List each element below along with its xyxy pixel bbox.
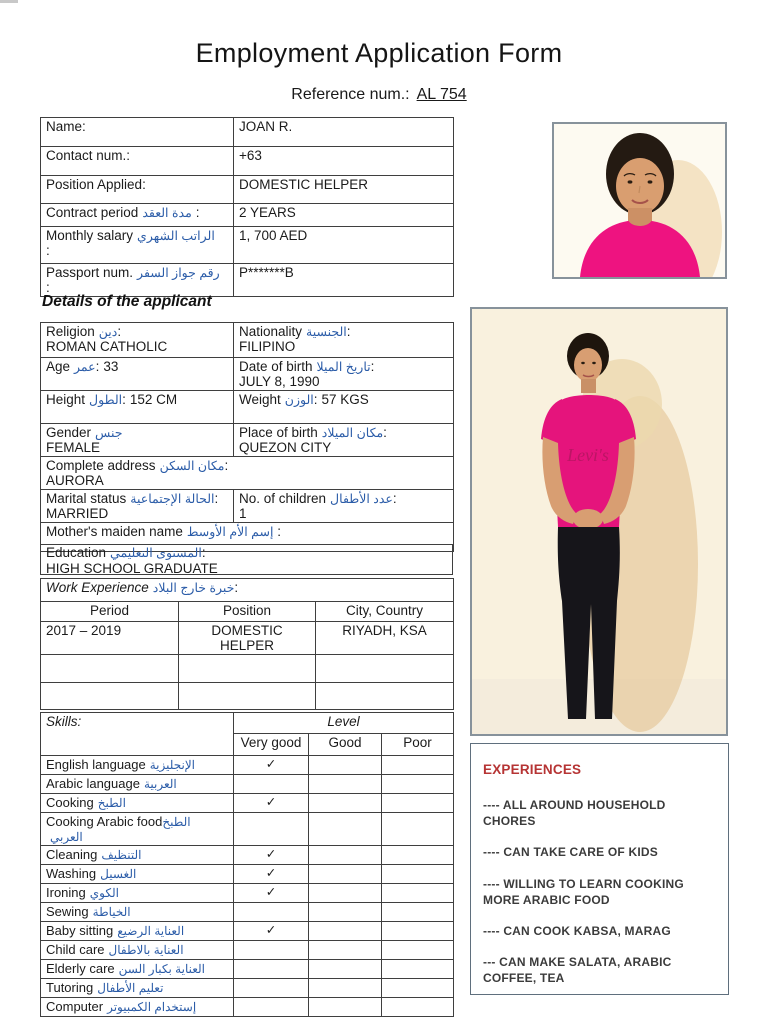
- skills-title-cell: Skills:: [41, 713, 234, 756]
- skill-label: Arabic language: [46, 776, 140, 791]
- table-row: [41, 424, 454, 457]
- good-checkbox: [309, 903, 382, 922]
- mother-maiden-name-label-arabic: إسم الأم الأوسط: [186, 525, 274, 539]
- dob-cell: [234, 358, 454, 391]
- religion-cell: [41, 323, 234, 358]
- good-checkbox: [309, 865, 382, 884]
- nationality-label: Nationality: [239, 324, 303, 339]
- work-experience-title-arabic: خبرة خارج البلاد: [152, 581, 235, 595]
- address-label: Complete address: [46, 458, 156, 473]
- work-experience-table: [40, 578, 454, 710]
- shirt-logo-text: Levi's: [567, 445, 609, 465]
- religion-label: Religion: [46, 324, 95, 339]
- weight-colon: :: [313, 392, 318, 407]
- name-label-cell: [41, 118, 234, 147]
- work-city-value: [316, 655, 454, 683]
- poor-checkbox: [382, 813, 454, 846]
- pob-value: QUEZON CITY: [239, 440, 332, 455]
- name-value-cell: [234, 118, 454, 147]
- marital-colon: :: [214, 491, 219, 506]
- skill-row-washing: [41, 865, 454, 884]
- skill-label: Elderly care: [46, 961, 115, 976]
- position-label-cell: [41, 176, 234, 204]
- skill-row-computer: [41, 998, 454, 1017]
- table-row: [41, 683, 454, 710]
- religion-colon: :: [117, 324, 122, 339]
- skill-label: Cleaning: [46, 847, 98, 862]
- contact-label: Contact num.:: [46, 148, 131, 163]
- table-row: [41, 204, 454, 227]
- position-label: Position Applied:: [46, 177, 146, 192]
- very-good-checkbox: [234, 979, 309, 998]
- headshot-illustration: [554, 124, 725, 277]
- work-experience-title-cell: [41, 579, 454, 602]
- skill-label-cell: [41, 756, 234, 775]
- reference-label: Reference num.:: [291, 86, 410, 103]
- skill-label-arabic: تعليم الأطفال: [97, 981, 164, 995]
- passport-label-cell: [41, 264, 234, 297]
- very-good-checkbox: [234, 960, 309, 979]
- column-header-period: Period: [41, 602, 179, 622]
- poor-checkbox: [382, 979, 454, 998]
- good-checkbox: [309, 979, 382, 998]
- skill-label-cell: [41, 846, 234, 865]
- skill-label: Ironing: [46, 885, 86, 900]
- skill-row-ironing: [41, 884, 454, 903]
- height-label-arabic: الطول: [89, 393, 123, 407]
- good-checkbox: [309, 884, 382, 903]
- skill-label: Cooking: [46, 795, 94, 810]
- position-value: DOMESTIC HELPER: [239, 177, 369, 192]
- reference-line: [0, 86, 758, 104]
- table-row: [41, 602, 454, 622]
- salary-value-cell: [234, 227, 454, 264]
- poor-checkbox: [382, 865, 454, 884]
- work-experience-title-colon: :: [234, 580, 239, 595]
- passport-value-cell: [234, 264, 454, 297]
- salary-label: Monthly salary: [46, 228, 134, 243]
- column-header-poor: Poor: [382, 734, 454, 756]
- very-good-checkbox: ✓: [234, 865, 309, 884]
- skill-label: Tutoring: [46, 980, 94, 995]
- skill-row-baby-sitting: [41, 922, 454, 941]
- applicant-details-table: [40, 322, 454, 552]
- work-position-value: [179, 683, 316, 710]
- table-row: [41, 118, 454, 147]
- column-header-good: Good: [309, 734, 382, 756]
- very-good-checkbox: [234, 998, 309, 1017]
- skill-label-cell: [41, 865, 234, 884]
- skill-row-tutoring: [41, 979, 454, 998]
- weight-label: Weight: [239, 392, 281, 407]
- skill-label-arabic: الإنجليزية: [149, 758, 196, 772]
- children-label-arabic: عدد الأطفال: [330, 492, 393, 506]
- name-label: Name:: [46, 119, 86, 134]
- column-header-position: Position: [179, 602, 316, 622]
- skill-label: Baby sitting: [46, 923, 114, 938]
- table-row: [41, 579, 454, 602]
- very-good-checkbox: ✓: [234, 884, 309, 903]
- skill-row-sewing: [41, 903, 454, 922]
- skill-label-cell: [41, 979, 234, 998]
- skill-label-arabic: التنظيف: [101, 848, 142, 862]
- skill-label-arabic: العربية: [143, 777, 177, 791]
- work-city-value: RIYADH, KSA: [316, 622, 454, 655]
- pob-cell: [234, 424, 454, 457]
- work-position-value: DOMESTIC HELPER: [179, 622, 316, 655]
- age-label-arabic: عمر: [74, 360, 96, 374]
- religion-label-arabic: دين: [98, 325, 118, 339]
- table-row: [41, 323, 454, 358]
- table-row: [41, 227, 454, 264]
- table-row: [41, 490, 454, 523]
- name-value: JOAN R.: [239, 119, 293, 134]
- nationality-value: FILIPINO: [239, 339, 296, 354]
- passport-label: Passport num.: [46, 265, 134, 280]
- height-label: Height: [46, 392, 86, 407]
- nationality-cell: [234, 323, 454, 358]
- pob-colon: :: [383, 425, 387, 440]
- dob-value: JULY 8, 1990: [239, 374, 320, 389]
- experiences-section: [470, 743, 729, 995]
- position-value-cell: [234, 176, 454, 204]
- education-value: HIGH SCHOOL GRADUATE: [46, 561, 218, 576]
- children-colon: :: [392, 491, 397, 506]
- marital-label-arabic: الحالة الإجتماعية: [130, 492, 215, 506]
- skill-label-cell: [41, 960, 234, 979]
- address-cell: [41, 457, 454, 490]
- applicant-summary-table: [40, 117, 454, 297]
- skill-label-cell: [41, 941, 234, 960]
- passport-label-colon: :: [46, 280, 50, 295]
- education-label-arabic: المستوى التعليمي: [110, 546, 202, 560]
- skill-row-elderly-care: [41, 960, 454, 979]
- good-checkbox: [309, 794, 382, 813]
- contract-value-cell: [234, 204, 454, 227]
- poor-checkbox: [382, 846, 454, 865]
- scan-artifact: [0, 0, 18, 3]
- marital-value: MARRIED: [46, 506, 109, 521]
- table-row: [41, 655, 454, 683]
- weight-label-arabic: الوزن: [284, 393, 314, 407]
- contact-value: +63: [239, 148, 262, 163]
- height-value: 152 CM: [129, 392, 178, 407]
- skill-label-cell: [41, 775, 234, 794]
- gender-cell: [41, 424, 234, 457]
- marital-cell: [41, 490, 234, 523]
- passport-label-arabic: رقم جواز السفر: [137, 266, 220, 280]
- skill-label-arabic: الكوي: [89, 886, 119, 900]
- good-checkbox: [309, 846, 382, 865]
- level-header-cell: Level: [234, 713, 454, 734]
- experience-item: ---- CAN TAKE CARE OF KIDS: [483, 845, 658, 860]
- children-cell: [234, 490, 454, 523]
- table-row: [41, 622, 454, 655]
- skill-label-arabic: إستخدام الكمبيوتر: [107, 1000, 197, 1014]
- experience-item: ---- WILLING TO LEARN COOKING MORE ARABIC FOOD: [483, 876, 684, 907]
- very-good-checkbox: ✓: [234, 922, 309, 941]
- work-period-value: 2017 – 2019: [41, 622, 179, 655]
- poor-checkbox: [382, 884, 454, 903]
- salary-label-cell: [41, 227, 234, 264]
- address-colon: :: [224, 458, 229, 473]
- details-section-heading: Details of the applicant: [42, 293, 212, 310]
- age-label: Age: [46, 359, 71, 374]
- pob-label: Place of birth: [239, 425, 318, 440]
- good-checkbox: [309, 775, 382, 794]
- gender-label: Gender: [46, 425, 92, 440]
- good-checkbox: [309, 756, 382, 775]
- skill-label-arabic: العناية الرضيع: [117, 924, 185, 938]
- contract-label-arabic: مدة العقد: [142, 206, 192, 220]
- skill-label-cell: [41, 794, 234, 813]
- education-label: Education: [46, 545, 107, 560]
- height-cell: [41, 391, 234, 424]
- education-box: [40, 544, 453, 575]
- salary-value: 1, 700 AED: [239, 228, 308, 243]
- applicant-headshot-photo: [552, 122, 727, 279]
- experience-item: ---- CAN COOK KABSA, MARAG: [483, 923, 671, 938]
- very-good-checkbox: ✓: [234, 794, 309, 813]
- contract-label: Contract period: [46, 205, 139, 220]
- skill-label-arabic: الغسيل: [100, 867, 137, 881]
- experience-item: ---- ALL AROUND HOUSEHOLD CHORES: [483, 798, 666, 829]
- age-cell: [41, 358, 234, 391]
- marital-label: Marital status: [46, 491, 127, 506]
- religion-value: ROMAN CATHOLIC: [46, 339, 168, 354]
- gender-value: FEMALE: [46, 440, 101, 455]
- table-row: [41, 358, 454, 391]
- table-row: [41, 457, 454, 490]
- table-row: [41, 713, 454, 734]
- experience-item: --- CAN MAKE SALATA, ARABIC COFFEE, TEA: [483, 955, 672, 986]
- nationality-label-arabic: الجنسية: [306, 325, 347, 339]
- skill-label: Washing: [46, 866, 97, 881]
- page-title: Employment Application Form: [195, 38, 563, 68]
- skill-label-arabic: الخياطة: [92, 905, 131, 919]
- contact-label-cell: [41, 147, 234, 176]
- good-checkbox: [309, 813, 382, 846]
- age-colon: :: [95, 359, 100, 374]
- skill-label: English language: [46, 757, 146, 772]
- skills-table: [40, 712, 454, 1017]
- reference-value: AL 754: [416, 86, 467, 103]
- very-good-checkbox: ✓: [234, 846, 309, 865]
- children-value: 1: [239, 506, 247, 521]
- children-label: No. of children: [239, 491, 327, 506]
- passport-value: P*******B: [239, 265, 294, 280]
- column-header-very-good: Very good: [234, 734, 309, 756]
- work-experience-title: Work Experience: [46, 580, 149, 595]
- dob-label-arabic: تاريخ الميلا: [316, 360, 371, 374]
- skill-label-cell: [41, 922, 234, 941]
- good-checkbox: [309, 922, 382, 941]
- skill-row-arabic: [41, 775, 454, 794]
- skill-label-cell: [41, 884, 234, 903]
- good-checkbox: [309, 941, 382, 960]
- skill-row-cooking: [41, 794, 454, 813]
- very-good-checkbox: [234, 903, 309, 922]
- good-checkbox: [309, 998, 382, 1017]
- applicant-fullbody-photo: [470, 307, 728, 736]
- skill-row-cooking-arabic-food: [41, 813, 454, 846]
- skill-label-arabic: العناية بالاطفال: [108, 943, 184, 957]
- nationality-colon: :: [346, 324, 351, 339]
- skill-label-arabic: العناية بكبار السن: [118, 962, 206, 976]
- table-row: [41, 147, 454, 176]
- skill-label: Computer: [46, 999, 104, 1014]
- table-row: [41, 264, 454, 297]
- poor-checkbox: [382, 756, 454, 775]
- very-good-checkbox: [234, 775, 309, 794]
- very-good-checkbox: [234, 813, 309, 846]
- very-good-checkbox: ✓: [234, 756, 309, 775]
- skill-row-cleaning: [41, 846, 454, 865]
- skill-label: Child care: [46, 942, 105, 957]
- skill-row-child-care: [41, 941, 454, 960]
- skill-label: Sewing: [46, 904, 89, 919]
- contract-label-colon: :: [195, 205, 200, 220]
- experiences-heading: EXPERIENCES: [483, 762, 582, 777]
- poor-checkbox: [382, 922, 454, 941]
- contact-value-cell: [234, 147, 454, 176]
- poor-checkbox: [382, 903, 454, 922]
- education-colon: :: [201, 545, 206, 560]
- work-period-value: [41, 655, 179, 683]
- dob-colon: :: [370, 359, 375, 374]
- age-value: 33: [103, 359, 119, 374]
- table-row: [41, 176, 454, 204]
- poor-checkbox: [382, 775, 454, 794]
- fullbody-illustration: [472, 309, 726, 734]
- height-colon: :: [122, 392, 126, 407]
- poor-checkbox: [382, 960, 454, 979]
- poor-checkbox: [382, 794, 454, 813]
- contract-label-cell: [41, 204, 234, 227]
- weight-value: 57 KGS: [321, 392, 369, 407]
- poor-checkbox: [382, 941, 454, 960]
- gender-label-arabic: جنس: [95, 426, 123, 440]
- skill-label-cell: [41, 813, 234, 846]
- skill-label-arabic: الطبخ: [97, 796, 126, 810]
- contract-value: 2 YEARS: [239, 205, 296, 220]
- work-position-value: [179, 655, 316, 683]
- mother-maiden-name-label: Mother's maiden name: [46, 524, 183, 539]
- skill-label-cell: [41, 998, 234, 1017]
- skill-label-cell: [41, 903, 234, 922]
- table-row: [41, 391, 454, 424]
- column-header-city-country: City, Country: [316, 602, 454, 622]
- skill-label: Cooking Arabic food: [46, 814, 163, 829]
- address-value: AURORA: [46, 473, 104, 488]
- weight-cell: [234, 391, 454, 424]
- mother-maiden-name-colon: :: [277, 524, 281, 539]
- work-period-value: [41, 683, 179, 710]
- pob-label-arabic: مكان الميلاد: [321, 426, 384, 440]
- good-checkbox: [309, 960, 382, 979]
- address-label-arabic: مكان السكن: [159, 459, 225, 473]
- very-good-checkbox: [234, 941, 309, 960]
- work-city-value: [316, 683, 454, 710]
- dob-label: Date of birth: [239, 359, 313, 374]
- salary-label-arabic: الراتب الشهري: [137, 229, 215, 243]
- skill-label-arabic: الطبخ العربي: [50, 815, 191, 844]
- salary-label-colon: :: [46, 243, 50, 258]
- skill-row-english: [41, 756, 454, 775]
- poor-checkbox: [382, 998, 454, 1017]
